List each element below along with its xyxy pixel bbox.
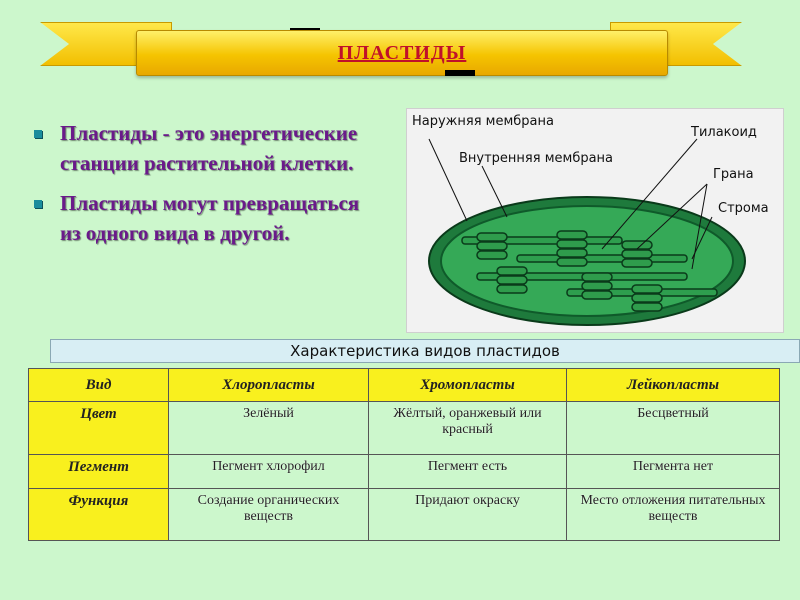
bullet-item [30, 118, 370, 178]
row-header-pigment: Пегмент [29, 455, 169, 489]
table-cell: Пегмент есть [369, 455, 567, 489]
granum [582, 273, 612, 299]
label-thylakoid: Тилакоид [691, 125, 757, 140]
label-stroma: Строма [718, 201, 769, 216]
page-title: ПЛАСТИДЫ [337, 41, 467, 64]
granum [557, 231, 587, 266]
bullet-item [30, 188, 370, 248]
bullet-list [30, 118, 370, 258]
plastid-types-table [28, 368, 780, 541]
table-caption: Характеристика видов пластидов [50, 339, 800, 363]
table-row [29, 455, 780, 489]
table-cell: Придают окраску [369, 489, 567, 541]
table-cell: Создание органических веществ [169, 489, 369, 541]
chloroplast-illustration [407, 109, 783, 332]
bullet-text: Пластиды могут превращаться из одного вида в другой. [60, 191, 360, 245]
table-cell: Бесцветный [567, 402, 780, 455]
table-cell: Пегмент хлорофил [169, 455, 369, 489]
title-glyph-fragment [445, 70, 475, 76]
label-outer-membrane: Наружняя мембрана [412, 114, 554, 129]
square-bullet-icon [34, 200, 42, 208]
table-header-row [29, 369, 780, 402]
granum [632, 285, 662, 311]
column-header-chloroplasts: Хлоропласты [169, 369, 369, 402]
table-cell: Зелёный [169, 402, 369, 455]
bullet-text: Пластиды - это энергетические станции растительной клетки. [60, 121, 358, 175]
table-cell: Жёлтый, оранжевый или красный [369, 402, 567, 455]
table-cell: Место отложения питательных веществ [567, 489, 780, 541]
table-row [29, 489, 780, 541]
label-inner-membrane: Внутренняя мембрана [459, 151, 614, 166]
row-header-color: Цвет [29, 402, 169, 455]
table-row [29, 402, 780, 455]
table-cell: Пегмента нет [567, 455, 780, 489]
column-header-type: Вид [29, 369, 169, 402]
title-banner [136, 30, 668, 76]
chloroplast-diagram [406, 108, 784, 333]
granum [497, 267, 527, 293]
column-header-chromoplasts: Хромопласты [369, 369, 567, 402]
granum [477, 233, 507, 259]
lamella [517, 255, 687, 262]
square-bullet-icon [34, 130, 42, 138]
column-header-leucoplasts: Лейкопласты [567, 369, 780, 402]
row-header-function: Функция [29, 489, 169, 541]
label-grana: Грана [713, 167, 754, 182]
granum [622, 241, 652, 267]
